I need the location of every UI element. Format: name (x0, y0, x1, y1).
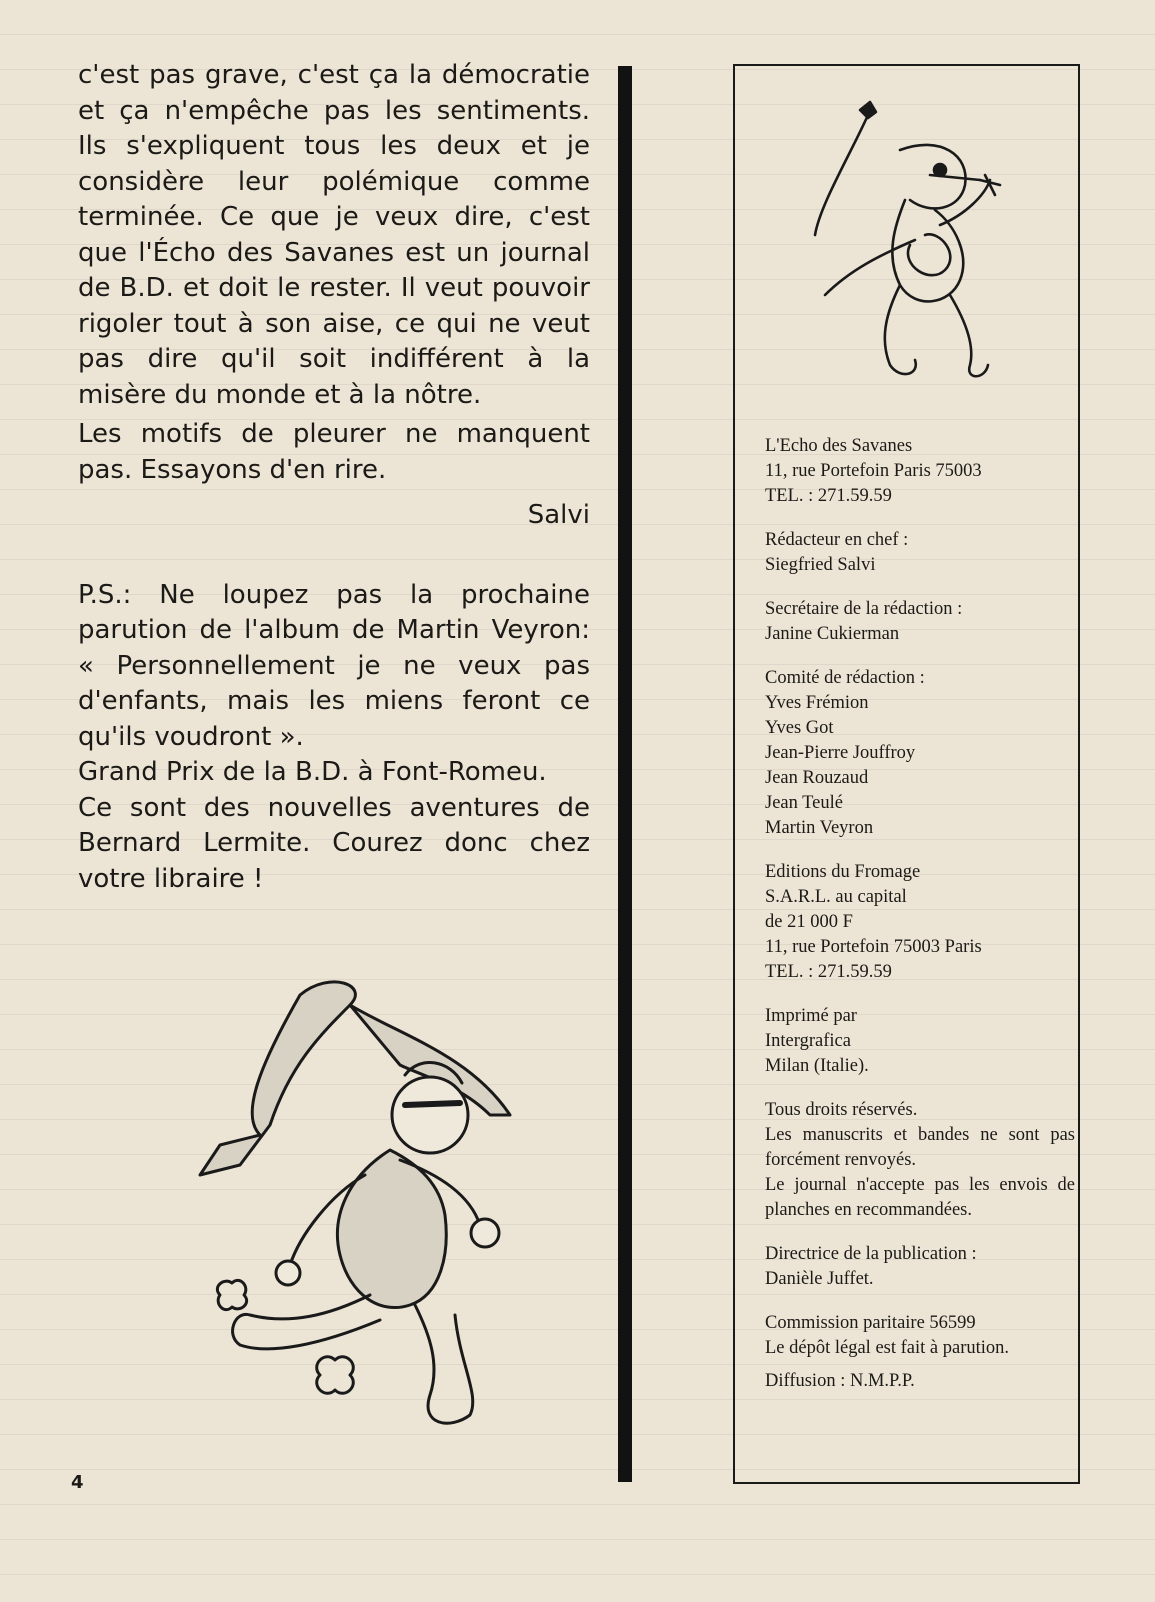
committee-label: Comité de rédaction : (765, 668, 925, 688)
publication-address-block (765, 434, 1075, 509)
editorial-paragraph-2: Les motifs de pleurer ne manquent pas. Essayons d'en rire. (78, 419, 590, 485)
printer-label: Imprimé par (765, 1006, 857, 1026)
director-label: Directrice de la publication : (765, 1244, 977, 1264)
publisher-capital: de 21 000 F (765, 912, 853, 932)
printer-city: Milan (Italie). (765, 1056, 869, 1076)
committee-member: Jean Teulé (765, 793, 843, 813)
secretary-label: Secrétaire de la rédaction : (765, 599, 963, 619)
postscript-paragraph: P.S.: Ne loupez pas la prochaine parution de l'album de Martin Veyron: « Personnellement je ne veux pas d'enfants, mais les miens feront ce qu'ils voudront ». (78, 579, 590, 752)
publication-phone: TEL. : 271.59.59 (765, 486, 892, 506)
postscript-closing: Ce sont des nouvelles aventures de Bernard Lermite. Courez donc chez votre libraire ! (78, 792, 590, 894)
publisher-block (765, 860, 1075, 985)
postscript-award: Grand Prix de la B.D. à Font-Romeu. (78, 757, 547, 787)
secretary-name: Janine Cukierman (765, 624, 900, 644)
hunter-illustration (790, 95, 1020, 385)
rights-block (765, 1098, 1075, 1223)
publication-name: L'Echo des Savanes (765, 436, 913, 456)
printer-name: Intergrafica (765, 1031, 851, 1051)
committee-member: Jean-Pierre Jouffroy (765, 743, 916, 763)
publication-address: 11, rue Portefoin Paris 75003 (765, 461, 982, 481)
editorial-paragraph-1: c'est pas grave, c'est ça la démocratie et ça n'empêche pas les sentiments. Ils s'expliquent tous les deux et je considère leur polémique comme terminée. Ce que je veux dire, c'est que l'Écho des Savanes est un journal de B.D. et doit le rester. Il veut pouvoir rigoler tout à son aise, ce qui ne veut pas dire qu'il soit indifférent à la misère du monde et à la nôtre. (78, 60, 590, 410)
rights-reserved: Tous droits réservés. (765, 1100, 918, 1120)
publisher-legal: S.A.R.L. au capital (765, 887, 907, 907)
commission-number: Commission paritaire 56599 (765, 1313, 976, 1333)
superhero-illustration (180, 975, 540, 1455)
director-name: Danièle Juffet. (765, 1269, 874, 1289)
committee-member: Martin Veyron (765, 818, 874, 838)
secretary-block (765, 597, 1075, 647)
printer-block (765, 1004, 1075, 1079)
editorial-column (78, 58, 590, 897)
signature: Salvi (527, 500, 590, 530)
manuscripts-note: Les manuscrits et bandes ne sont pas forcément renvoyés. (765, 1125, 1075, 1170)
committee-member: Jean Rouzaud (765, 768, 869, 788)
committee-block (765, 666, 1075, 841)
masthead-credits (765, 434, 1075, 1394)
editor-block (765, 528, 1075, 578)
editor-label: Rédacteur en chef : (765, 530, 909, 550)
director-block (765, 1242, 1075, 1292)
committee-member: Yves Frémion (765, 693, 869, 713)
column-divider-rule (618, 66, 632, 1482)
editor-name: Siegfried Salvi (765, 555, 876, 575)
legal-block (765, 1311, 1075, 1361)
committee-member: Yves Got (765, 718, 834, 738)
distribution: Diffusion : N.M.P.P. (765, 1371, 915, 1391)
publisher-phone: TEL. : 271.59.59 (765, 962, 892, 982)
publisher-name: Editions du Fromage (765, 862, 921, 882)
legal-deposit: Le dépôt légal est fait à parution. (765, 1338, 1010, 1358)
page-number: 4 (71, 1472, 84, 1493)
submissions-note: Le journal n'accepte pas les envois de planches en recommandées. (765, 1175, 1075, 1220)
publisher-address: 11, rue Portefoin 75003 Paris (765, 937, 982, 957)
